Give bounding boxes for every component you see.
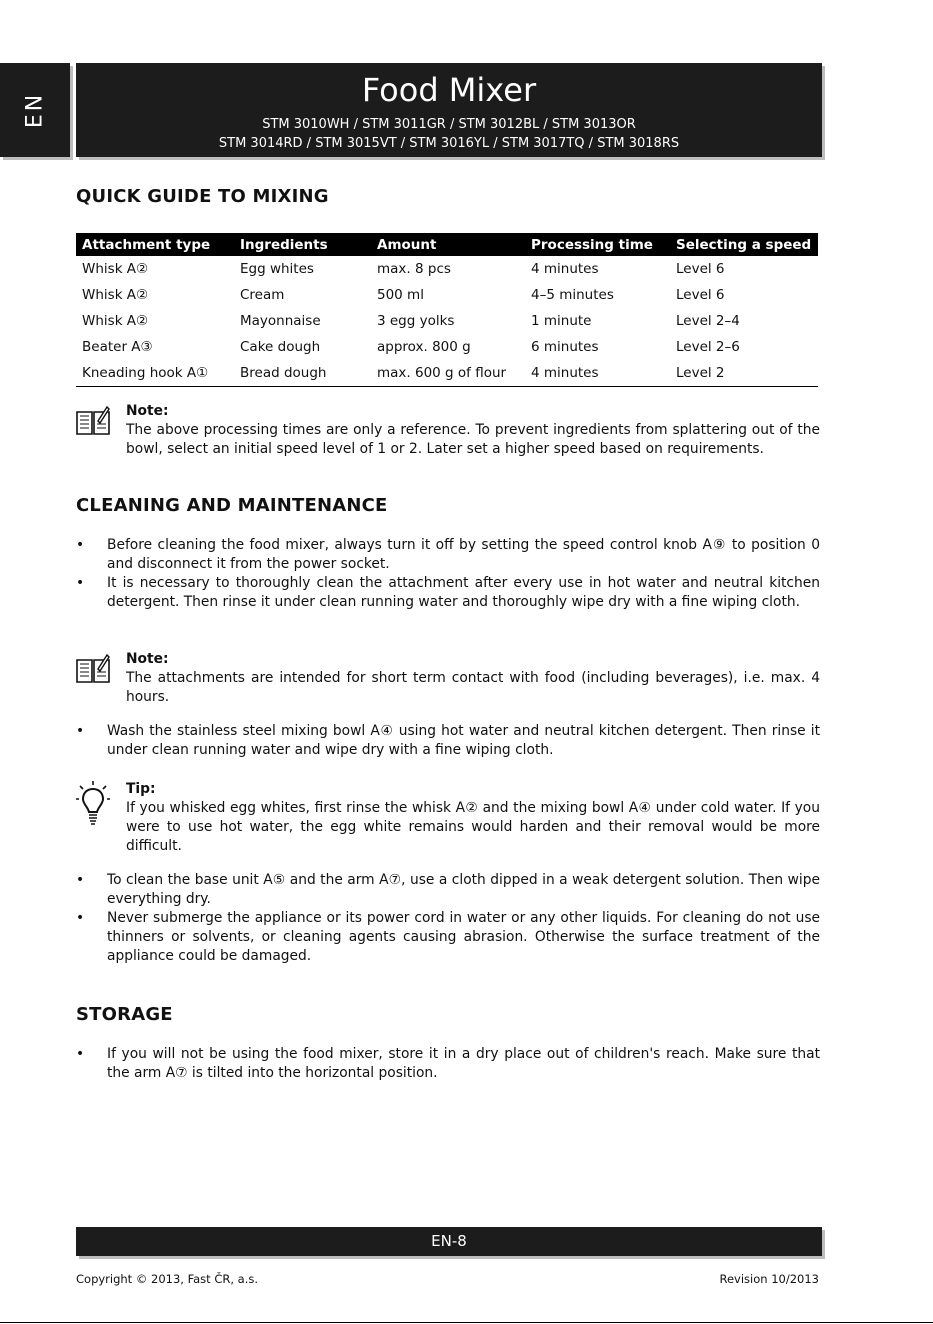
- quick-guide-heading: QUICK GUIDE TO MIXING: [76, 186, 329, 207]
- table-row: [76, 282, 818, 308]
- list-item: [76, 722, 820, 760]
- note-callout: [76, 402, 820, 462]
- cleaning-bullets-2: [76, 722, 820, 760]
- table-row: [76, 360, 818, 387]
- language-tab: [0, 63, 70, 157]
- list-item: [76, 574, 820, 612]
- mixing-guide-table: [76, 233, 818, 387]
- table-row: [76, 256, 818, 282]
- page-number-bar: [76, 1227, 822, 1256]
- note-text: The attachments are intended for short term contact with food (including beverages), i.e. max. 4 hours.: [126, 670, 820, 705]
- table-cell: max. 8 pcs: [377, 261, 451, 277]
- table-cell: max. 600 g of flour: [371, 360, 525, 387]
- table-cell: Level 6: [676, 261, 725, 277]
- table-row: [76, 334, 818, 360]
- storage-bullets: [76, 1045, 820, 1083]
- table-cell: Whisk A②: [82, 261, 149, 277]
- table-cell: Cake dough: [240, 339, 321, 355]
- table-cell: Whisk A②: [82, 313, 149, 329]
- list-item-text: Wash the stainless steel mixing bowl A④ using hot water and neutral kitchen detergent. Then rinse it under clean running water and wipe dry with a fine wiping cloth.: [107, 723, 820, 758]
- bullet-marker: •: [76, 537, 85, 553]
- list-item: [76, 1045, 820, 1083]
- table-cell: 3 egg yolks: [377, 313, 455, 329]
- list-item: [76, 536, 820, 574]
- table-cell: 4 minutes: [531, 261, 599, 277]
- list-item-text: It is necessary to thoroughly clean the attachment after every use in hot water and neutral kitchen detergent. Then rinse it under clean running water and thoroughly wipe dry with a fine wiping cloth.: [107, 575, 820, 610]
- language-tab-label: EN: [22, 91, 48, 129]
- list-item-text: To clean the base unit A⑤ and the arm A⑦, use a cloth dipped in a weak detergent solution. Then wipe everything dry.: [107, 872, 820, 907]
- column-header: Ingredients: [234, 233, 371, 256]
- list-item-text: If you will not be using the food mixer, store it in a dry place out of children's reach. Make sure that the arm A⑦ is tilted into the horizontal position.: [107, 1046, 820, 1081]
- revision-text: Revision 10/2013: [719, 1272, 819, 1286]
- tip-label: Tip:: [126, 781, 156, 797]
- note-label: Note:: [126, 403, 169, 419]
- column-header: Attachment type: [76, 233, 234, 256]
- bullet-marker: •: [76, 872, 85, 888]
- copyright-text: Copyright © 2013, Fast ČR, a.s.: [76, 1272, 259, 1286]
- table-cell: Level 2–4: [676, 313, 740, 329]
- page-number: EN-8: [431, 1232, 467, 1250]
- bullet-marker: •: [76, 575, 85, 591]
- list-item: [76, 909, 820, 966]
- list-item: [76, 871, 820, 909]
- tip-callout: [76, 780, 820, 856]
- table-cell: Beater A③: [82, 339, 153, 355]
- lightbulb-icon: [76, 780, 110, 830]
- table-cell: Mayonnaise: [240, 313, 321, 329]
- cleaning-bullets-3: [76, 871, 820, 966]
- book-icon: [76, 652, 110, 686]
- note-callout: [76, 650, 820, 710]
- table-cell: 4 minutes: [525, 360, 670, 387]
- table-cell: Bread dough: [234, 360, 371, 387]
- table-cell: Level 6: [676, 287, 725, 303]
- model-list: [76, 115, 822, 153]
- page-header: [76, 63, 822, 157]
- model-line-2: STM 3014RD / STM 3015VT / STM 3016YL / STM 3017TQ / STM 3018RS: [218, 136, 680, 151]
- table-cell: Whisk A②: [82, 287, 149, 303]
- model-line-1: STM 3010WH / STM 3011GR / STM 3012BL / STM 3013OR: [262, 117, 636, 132]
- bottom-divider: [0, 1322, 933, 1323]
- column-header: Amount: [371, 233, 525, 256]
- page-title: Food Mixer: [361, 71, 537, 109]
- cleaning-heading: CLEANING AND MAINTENANCE: [76, 495, 388, 516]
- bullet-marker: •: [76, 1046, 85, 1062]
- column-header: Processing time: [525, 233, 670, 256]
- table-cell: Cream: [240, 287, 285, 303]
- list-item-text: Never submerge the appliance or its power cord in water or any other liquids. For cleaning do not use thinners or solvents, or cleaning agents causing abrasion. Otherwise the surface treatment of the appliance could be damaged.: [107, 910, 820, 964]
- table-cell: approx. 800 g: [377, 339, 471, 355]
- column-header: Selecting a speed: [670, 233, 818, 256]
- storage-heading: STORAGE: [76, 1004, 173, 1025]
- bullet-marker: •: [76, 723, 85, 739]
- cleaning-bullets-1: [76, 536, 820, 612]
- bullet-marker: •: [76, 910, 85, 926]
- table-row: [76, 308, 818, 334]
- table-cell: Kneading hook A①: [76, 360, 234, 387]
- table-cell: 1 minute: [531, 313, 592, 329]
- tip-text: If you whisked egg whites, first rinse the whisk A② and the mixing bowl A④ under cold water. If you were to use hot water, the egg white remains would harden and their removal would be more difficult.: [126, 800, 820, 854]
- table-cell: Egg whites: [240, 261, 314, 277]
- note-text: The above processing times are only a reference. To prevent ingredients from splattering out of the bowl, select an initial speed level of 1 or 2. Later set a higher speed based on requirements.: [126, 422, 820, 457]
- table-header-row: [76, 233, 818, 256]
- table-cell: Level 2: [670, 360, 818, 387]
- note-label: Note:: [126, 651, 169, 667]
- table-cell: Level 2–6: [676, 339, 740, 355]
- table-cell: 500 ml: [377, 287, 424, 303]
- table-cell: 6 minutes: [531, 339, 599, 355]
- table-cell: 4–5 minutes: [531, 287, 614, 303]
- list-item-text: Before cleaning the food mixer, always turn it off by setting the speed control knob A⑨ to position 0 and disconnect it from the power socket.: [107, 537, 820, 572]
- book-icon: [76, 404, 110, 438]
